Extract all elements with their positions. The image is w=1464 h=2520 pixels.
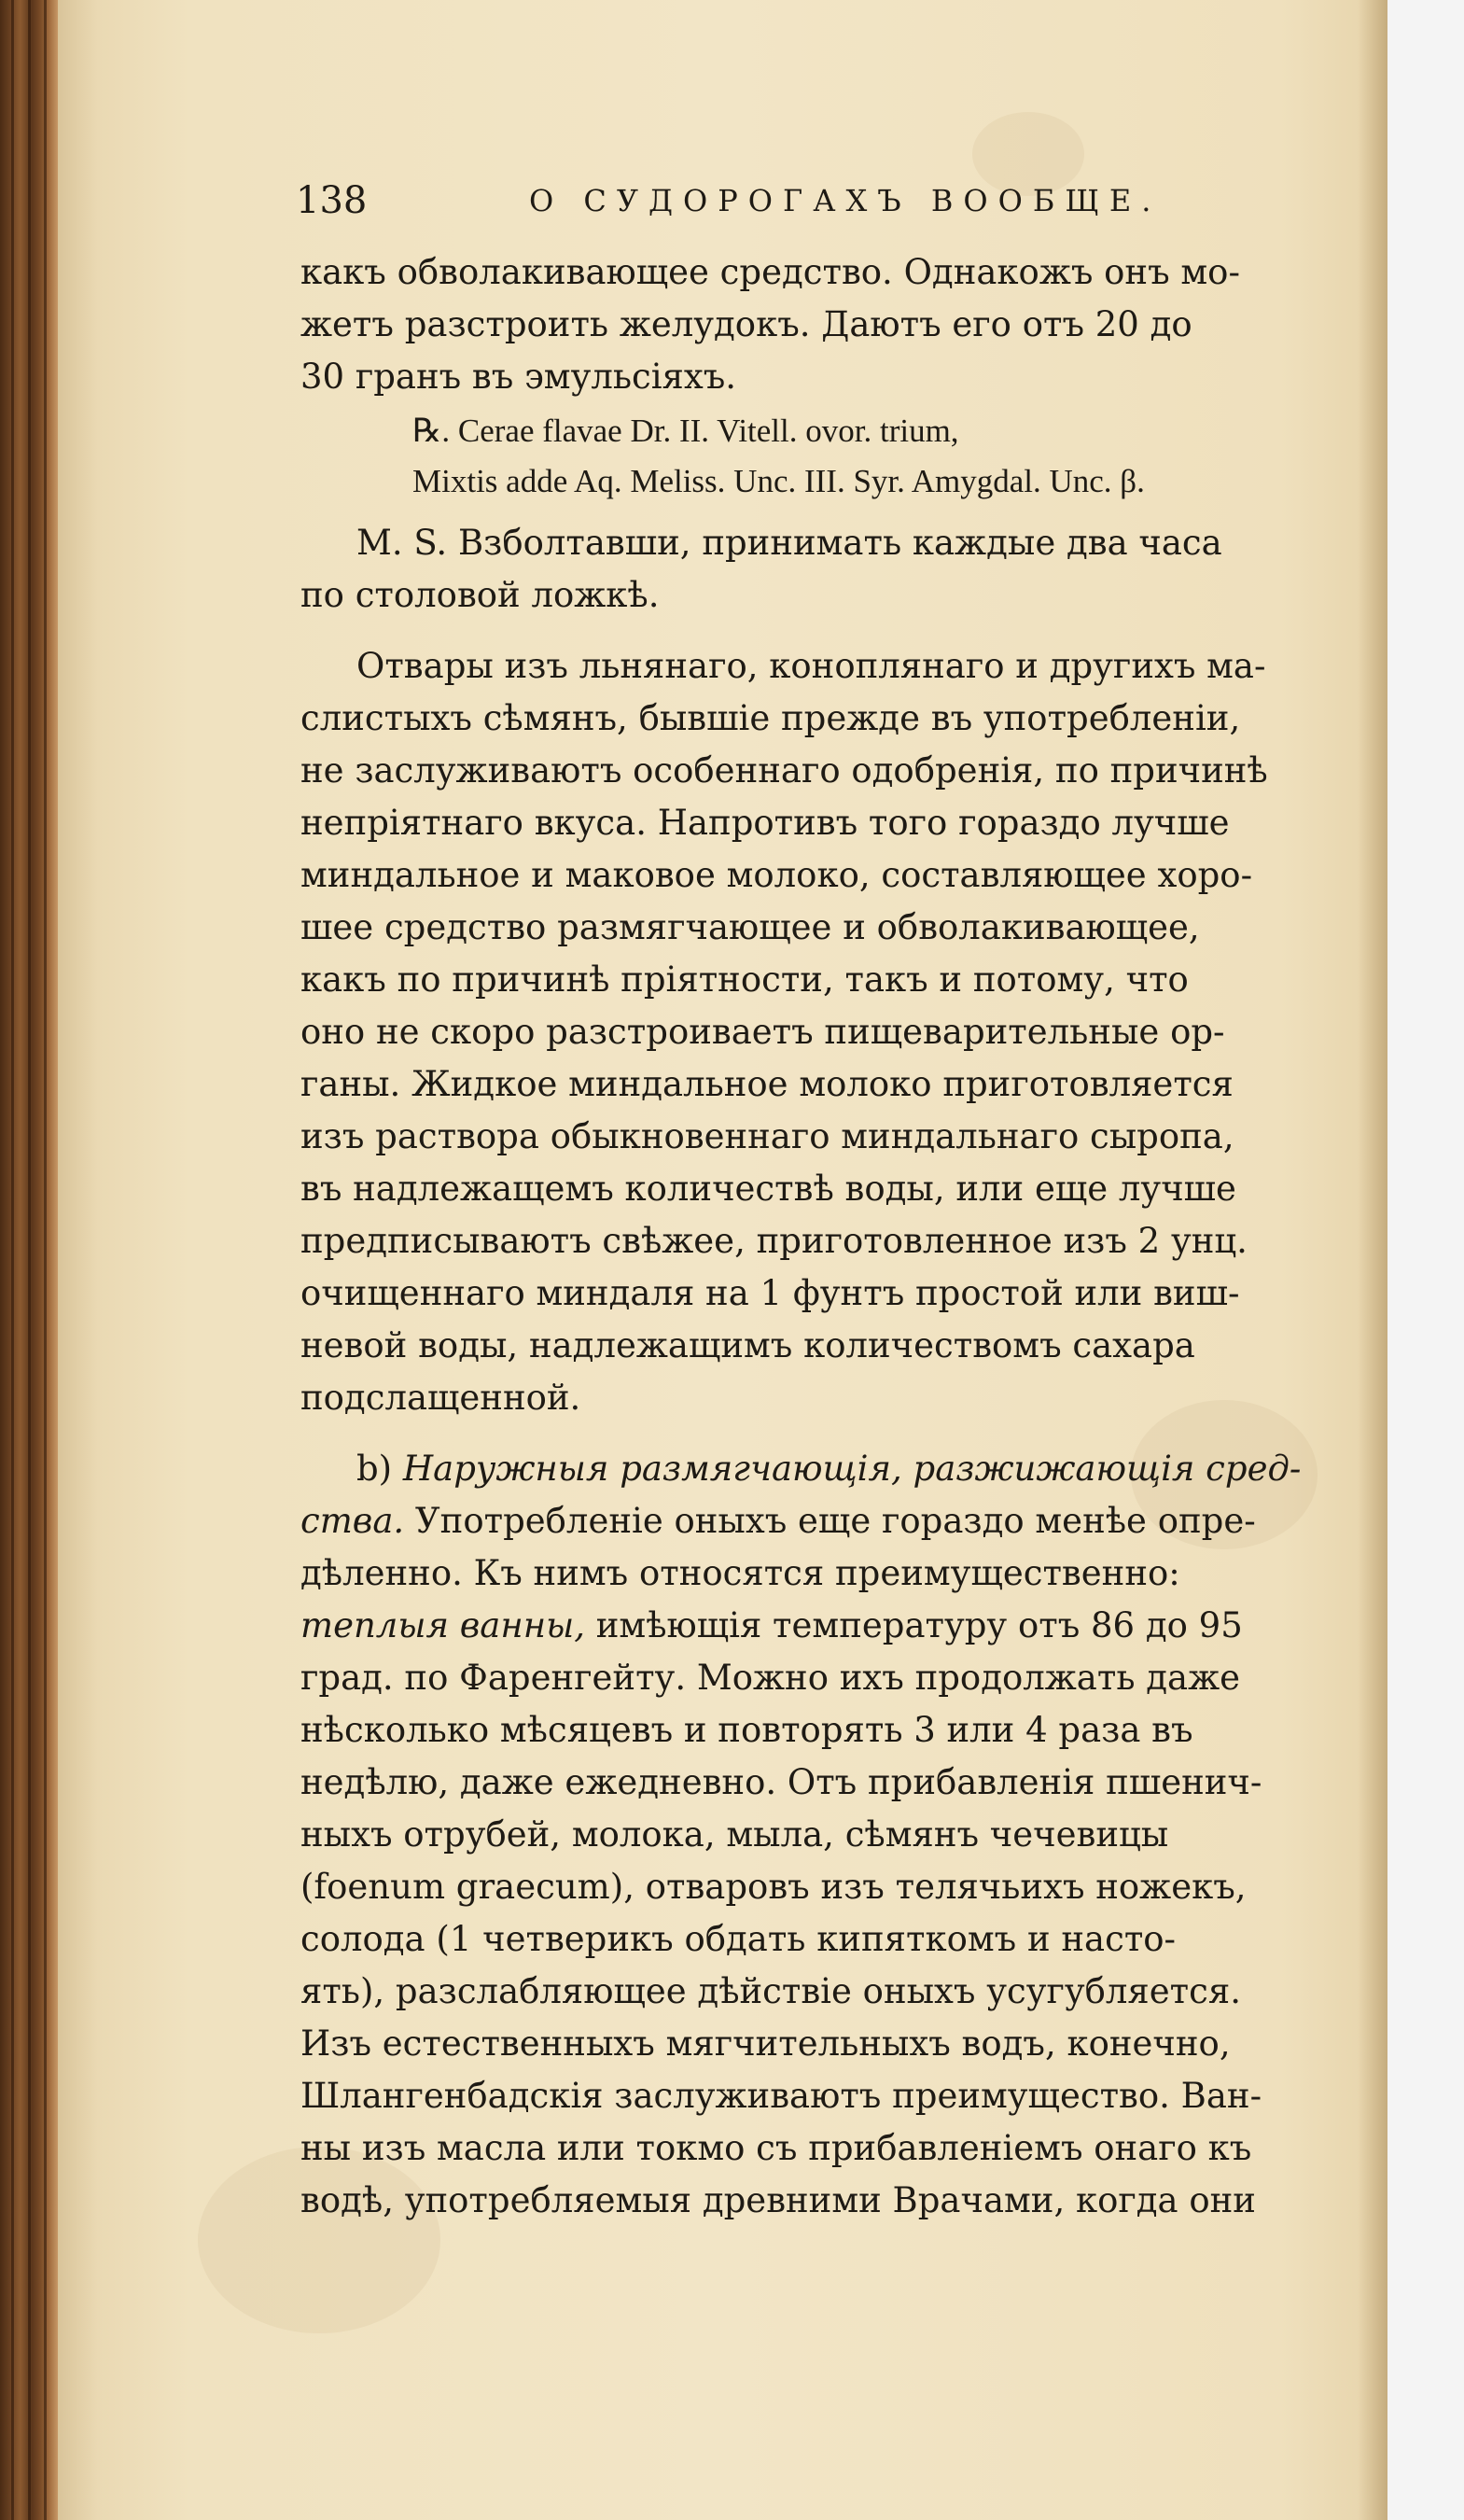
text-run: Употребленіе оныхъ еще гораздо менѣе опре- xyxy=(404,1501,1256,1541)
text-line: миндальное и маковое молоко, составляющее хоро- xyxy=(300,855,1253,895)
binding-stripe xyxy=(11,0,14,2520)
binding-stripe xyxy=(44,0,47,2520)
text-line: изъ раствора обыкновеннаго миндальнаго сыропа, xyxy=(300,1116,1234,1156)
text-line: подслащенной. xyxy=(300,1378,581,1418)
paragraph-first-line xyxy=(356,1443,1301,1495)
text-line: нѣсколько мѣсяцевъ и повторять 3 или 4 раза въ xyxy=(300,1710,1193,1750)
page-edge-shadow xyxy=(1358,0,1387,2520)
page-header xyxy=(296,179,1369,226)
text-line: очищеннаго миндаля на 1 фунтъ простой или виш- xyxy=(300,1273,1240,1313)
text-line: Шлангенбадскія заслуживаютъ преимущество. Ван- xyxy=(300,2076,1262,2116)
text-line: Изъ естественныхъ мягчительныхъ водъ, конечно, xyxy=(300,2023,1231,2064)
text-line: какъ по причинѣ пріятности, такъ и потому, что xyxy=(300,959,1189,1000)
text-line: непріятнаго вкуса. Напротивъ того гораздо лучше xyxy=(300,803,1230,843)
text-line: солода (1 четверикъ обдать кипяткомъ и насто- xyxy=(300,1919,1177,1959)
page-number: 138 xyxy=(296,179,368,222)
text-run: имѣющія температуру отъ 86 до 95 xyxy=(585,1605,1243,1645)
text-line: дѣленно. Къ нимъ относятся преимущественно: xyxy=(300,1553,1180,1593)
text-line: водѣ, употребляемыя древними Врачами, когда они xyxy=(300,2180,1256,2220)
section-marker: b) xyxy=(356,1449,403,1489)
prescription-line: Mixtis adde Aq. Meliss. Unc. III. Syr. Amygdal. Unc. β. xyxy=(412,463,1145,499)
scan-background xyxy=(1387,0,1464,2520)
text-line: ять), разслабляющее дѣйствіе оныхъ усугубляется. xyxy=(300,1971,1241,2011)
text-line: ны изъ масла или токмо съ прибавленіемъ онаго къ xyxy=(300,2128,1252,2168)
emphasis-term: теплыя ванны, xyxy=(300,1605,585,1645)
text-line: шее средство размягчающее и обволакивающее, xyxy=(300,907,1200,947)
text-line: оно не скоро разстроиваетъ пищеварительные ор- xyxy=(300,1012,1225,1052)
text-line: предписываютъ свѣжее, приготовленное изъ 2 унц. xyxy=(300,1221,1248,1261)
section-heading: Наружныя размягчающія, разжижающія сред- xyxy=(402,1449,1302,1489)
book-binding-edge xyxy=(0,0,58,2520)
paragraph-first-line: Отвары изъ льнянаго, коноплянаго и другихъ ма- xyxy=(356,646,1266,686)
section-heading-end: ства. xyxy=(300,1501,405,1541)
text-line: какъ обволакивающее средство. Однакожъ онъ мо- xyxy=(300,252,1240,292)
text-line: ганы. Жидкое миндальное молоко приготовляется xyxy=(300,1064,1234,1104)
text-line: невой воды, надлежащимъ количествомъ сахара xyxy=(300,1325,1195,1365)
text-line: (foenum graecum), отваровъ изъ телячьихъ ножекъ, xyxy=(300,1867,1247,1907)
text-line xyxy=(300,1495,1256,1547)
text-line: M. S. Взболтавши, принимать каждые два часа xyxy=(356,523,1222,563)
text-line xyxy=(300,1600,1243,1652)
running-title: О СУДОРОГАХЪ ВООБЩЕ. xyxy=(529,183,1162,218)
text-line: 30 гранъ въ эмульсіяхъ. xyxy=(300,357,737,397)
text-line: въ надлежащемъ количествѣ воды, или еще лучше xyxy=(300,1169,1236,1209)
text-line: не заслуживаютъ особеннаго одобренія, по причинѣ xyxy=(300,750,1268,791)
prescription-line: ℞. Cerae flavae Dr. II. Vitell. ovor. trium, xyxy=(412,413,959,449)
text-line: ныхъ отрубей, молока, мыла, сѣмянъ чечевицы xyxy=(300,1814,1169,1855)
text-line: по столовой ложкѣ. xyxy=(300,575,660,615)
text-line: недѣлю, даже ежедневно. Отъ прибавленія пшенич- xyxy=(300,1762,1262,1802)
text-line: жетъ разстроить желудокъ. Даютъ его отъ 20 до xyxy=(300,304,1192,344)
text-line: град. по Фаренгейту. Можно ихъ продолжать даже xyxy=(300,1658,1241,1698)
binding-stripe xyxy=(28,0,31,2520)
text-line: слистыхъ сѣмянъ, бывшіе прежде въ употребленіи, xyxy=(300,698,1241,738)
